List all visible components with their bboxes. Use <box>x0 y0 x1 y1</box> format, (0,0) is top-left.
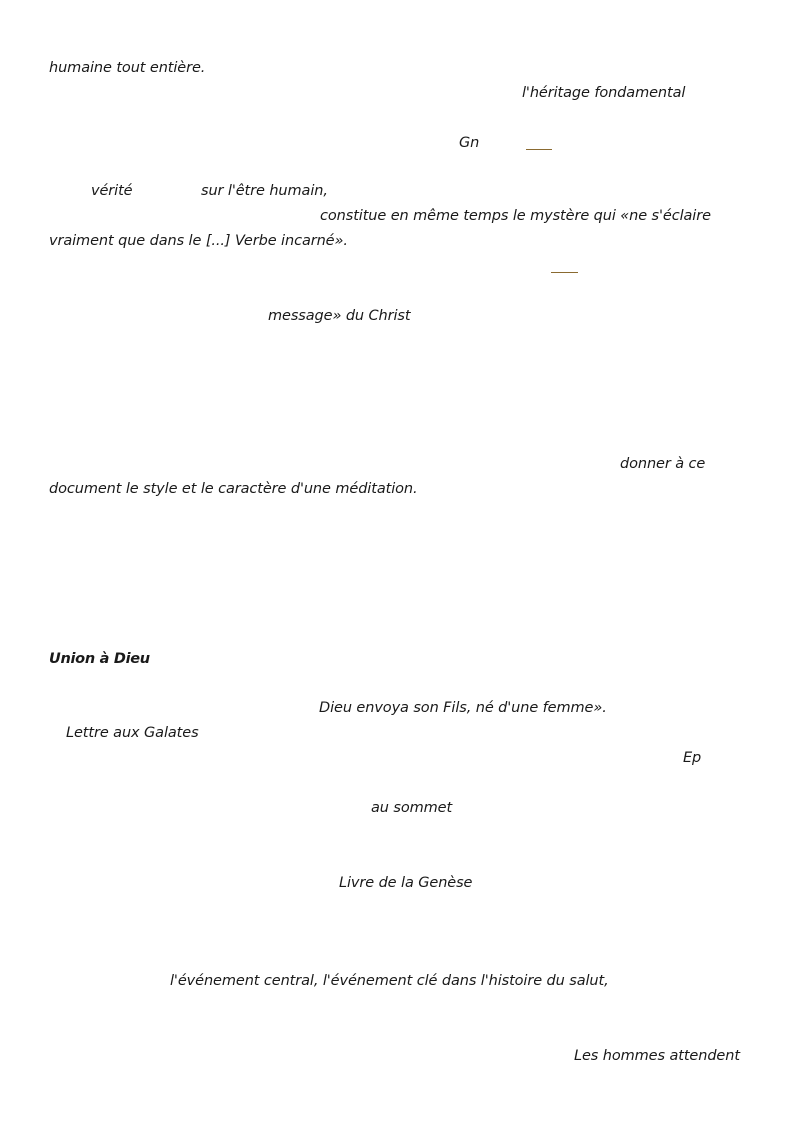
text-fragment: Gn <box>459 135 480 151</box>
text-fragment: Dieu envoya son Fils, né d'une femme». <box>319 700 607 716</box>
text-fragment: Lettre aux Galates <box>66 725 199 741</box>
text-fragment: l'héritage fondamental <box>522 85 686 101</box>
text-fragment: humaine tout entière. <box>49 60 206 76</box>
reference-link[interactable] <box>526 149 552 150</box>
text-fragment: vérité <box>91 183 133 199</box>
text-fragment: document le style et le caractère d'une méditation. <box>49 481 418 497</box>
text-fragment: donner à ce <box>620 456 706 472</box>
text-fragment: sur l'être humain, <box>201 183 328 199</box>
text-fragment: Les hommes attendent <box>574 1048 740 1064</box>
text-fragment: au sommet <box>371 800 453 816</box>
text-fragment: l'événement central, l'événement clé dans l'histoire du salut, <box>170 973 609 989</box>
text-fragment: vraiment que dans le [...] Verbe incarné». <box>49 233 348 249</box>
text-fragment: message» du Christ <box>268 308 411 324</box>
text-fragment: Ep <box>683 750 702 766</box>
text-fragment: constitue en même temps le mystère qui «ne s'éclaire <box>320 208 711 224</box>
text-fragment: Livre de la Genèse <box>339 875 473 891</box>
section-heading: Union à Dieu <box>49 651 150 667</box>
reference-link[interactable] <box>551 272 578 273</box>
